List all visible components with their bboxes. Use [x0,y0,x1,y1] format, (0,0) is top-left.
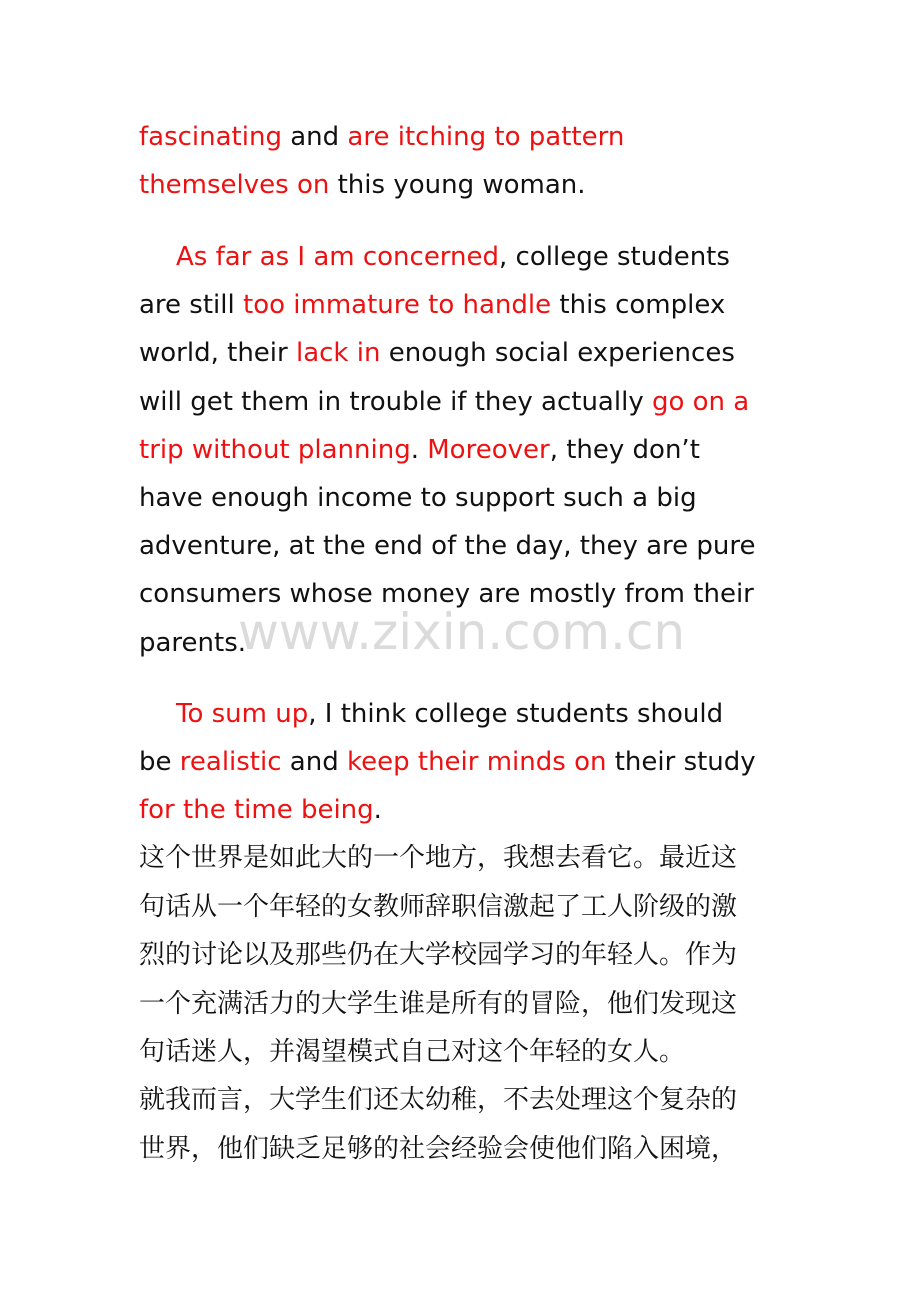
text-line [139,329,779,377]
text-line: 就我而言，大学生们还太幼稚，不去处理这个复杂的 [139,1085,738,1115]
plain-text: this young woman. [329,170,586,201]
text-line [139,378,779,426]
highlighted-phrase: fascinating [139,122,282,152]
text-line [139,426,779,474]
plain-text: parents. [139,627,247,658]
plain-text: . [410,434,428,465]
text-line [139,161,779,209]
text-line: 一个充满活力的大学生谁是所有的冒险，他们发现这 [139,988,738,1019]
english-paragraph-1 [139,113,779,209]
plain-text: , college students [499,242,730,272]
plain-text: consumers whose money are mostly from their [139,579,754,610]
plain-text: and [281,747,347,778]
highlighted-phrase: keep their minds on [346,747,607,778]
text-line [139,233,779,281]
text-line: 句话迷人，并渴望模式自己对这个年轻的女人。 [139,1037,686,1067]
plain-text: are still [139,290,243,321]
plain-text: and [281,122,348,152]
plain-text: be [139,747,180,778]
plain-text: will get them in trouble if they actually [139,386,652,417]
highlighted-phrase: As far as I am concerned [176,242,500,272]
plain-text: this complex [551,290,726,321]
highlighted-phrase: themselves on [139,170,330,201]
highlighted-phrase: Moreover [427,434,550,465]
highlighted-phrase: too immature to handle [243,290,552,321]
text-line [139,522,779,570]
text-line: 烈的讨论以及那些仍在大学校园学习的年轻人。作为 [139,940,738,970]
highlighted-phrase: To sum up [176,699,309,729]
text-line [139,113,779,161]
plain-text: , they don’t [549,434,700,465]
english-paragraph-3 [139,690,779,835]
highlighted-phrase: go on a [651,386,750,417]
plain-text: . [373,795,382,826]
text-line: 句话从一个年轻的女教师辞职信激起了工人阶级的激 [139,891,738,922]
highlighted-phrase: are itching to pattern [347,122,625,152]
chinese-paragraph-2 [139,1076,789,1173]
text-line [139,690,779,738]
text-line: 这个世界是如此大的一个地方，我想去看它。最近这 [139,843,738,873]
highlighted-phrase: for the time being [139,795,374,826]
watermark: www.zixin.com.cn [238,603,686,661]
plain-text: their study [606,747,756,778]
plain-text: have enough income to support such a big [139,483,697,514]
text-line [139,474,779,522]
highlighted-phrase: trip without planning [139,434,411,465]
highlighted-phrase: realistic [179,747,282,778]
plain-text: world, their [139,338,296,369]
english-paragraph-2 [139,233,779,667]
text-line: 世界，他们缺乏足够的社会经验会使他们陷入困境， [139,1133,738,1164]
plain-text: adventure, at the end of the day, they are pure [139,531,756,562]
text-line [139,281,779,329]
chinese-paragraph-1 [139,834,789,1077]
text-line [139,786,779,834]
highlighted-phrase: lack in [295,338,381,369]
text-line [139,738,779,786]
plain-text: , I think college students should [308,699,724,729]
plain-text: enough social experiences [380,338,735,369]
